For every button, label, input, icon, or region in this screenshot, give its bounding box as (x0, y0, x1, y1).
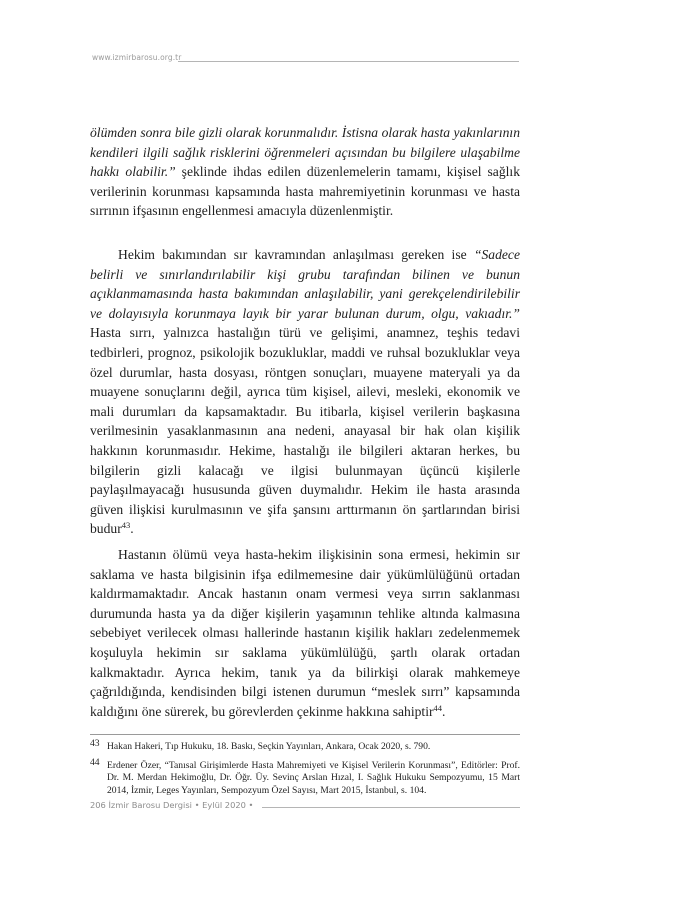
footnote-ref-44[interactable]: 44 (433, 702, 443, 713)
paragraph-2-quote: “Sadece belirli ve sınırlandırılabilir kişi grubu tarafından bilinen ve bunun açıklanmamasında hasta bakımından anlaşılabilir, yani gerekçelendirilebilir ve dolayısıyla korunmaya layık bir yarar bulunan durum, olgu, vakıadır.” (90, 247, 520, 321)
paragraph-1-quote: ölümden sonra bile gizli olarak korunmalıdır. İstisna olarak hasta yakınlarının kendileri ilgili sağlık risklerini öğrenmeleri açısından bu bilgilere ulaşabilme hakkı olabilir.” (90, 125, 520, 180)
footnote-ref-43[interactable]: 43 (121, 520, 131, 531)
paragraph-1 (90, 123, 520, 221)
paragraph-1-text: şeklinde ihdas edilen düzenlemelerin tamamı, kişisel sağlık verilerinin korunması kapsamında hasta mahremiyetinin korunması ve hasta sırrının ifşasının engellenmesi amacıyla düzenlenmiştir. (90, 164, 520, 219)
header-url: www.izmirbarosu.org.tr (92, 53, 182, 62)
footnote-separator (90, 734, 520, 735)
paragraph-2 (90, 245, 520, 539)
header-rule (178, 61, 519, 62)
paragraph-2-end: . (130, 521, 134, 537)
footnote-text: Erdener Özer, “Tanısal Girişimlerde Hasta Mahremiyeti ve Kişisel Verilerin Korunması”, Editörler: Prof. Dr. M. Merdan Hekimoğlu, Dr. Öğr. Üy. Sevinç Arslan Hızal, I. Sağlık Hukuku Sempozyumu, 15 Mart 2014, İzmir, Leges Yayınları, Sempozyum Özel Sayısı, Mart 2015, İstanbul, s. 104. (107, 760, 520, 796)
paragraph-3-end: . (442, 703, 446, 719)
footnote-text: Hakan Hakeri, Tıp Hukuku, 18. Baskı, Seçkin Yayınları, Ankara, Ocak 2020, s. 790. (107, 741, 431, 752)
paragraph-2-text: Hasta sırrı, yalnızca hastalığın türü ve gelişimi, anamnez, teşhis tedavi tedbirleri, prognoz, psikolojik bozukluklar, maddi ve ruhsal bozukluklar veya özel durumlar, hasta dosyası, röntgen sonuçları, muayene materyali ya da muayene sonuçlarını değil, ayrıca tüm kişisel, ailevi, mesleki, ekonomik ve mali durumları da kapsamaktadır. Bu itibarla, kişisel verilerin başkasına verilmesinin yasaklanmasının ana nedeni, anayasal bir hak olan kişilik hakkının korunmasıdır. Hekime, hastalığı ile bilgileri aktaran herkes, bu bilgilerin gizli kalacağı ve ilgisi bulunmayan üçüncü kişilerle paylaşılmayacağı hususunda güven duymalıdır. Hekim ile hasta arasında güven ilişkisi kurulmasının ve şifa şansını arttırmanın ön şartlarından birisi budur (90, 325, 520, 537)
paragraph-2-intro: Hekim bakımından sır kavramından anlaşılması gereken ise (118, 247, 474, 262)
paragraph-3-text: Hastanın ölümü veya hasta-hekim ilişkisinin sona ermesi, hekimin sır saklama ve hasta bilgisinin ifşa edilmemesine dair yükümlülüğünü ortadan kaldırmamaktadır. Ancak hastanın onam vermesi veya sırrın saklanması durumunda hasta ya da diğer kişilerin yaşamının tehlike altında kalmasına sebebiyet verilecek olması hallerinde hastanın kişilik hakları zedelenmemek koşuluyla hekimin sır saklama yükümlülüğü, şartlı olarak ortadan kalkmaktadır. Ayrıca hekim, tanık ya da bilirkişi olarak mahkemeye çağrıldığında, kendisinden bilgi istenen durumun “meslek sırrı” kapsamında kaldığını öne sürerek, bu görevlerden çekinme hakkına sahiptir (90, 547, 520, 719)
footnote-43: 43 Hakan Hakeri, Tıp Hukuku, 18. Baskı, Seçkin Yayınları, Ankara, Ocak 2020, s. 790. (90, 738, 431, 752)
footer-rule (262, 807, 520, 808)
footnote-44: 44 Erdener Özer, “Tanısal Girişimlerde Hasta Mahremiyeti ve Kişisel Verilerin Korunması”, Editörler: Prof. Dr. M. Merdan Hekimoğlu, Dr. Öğr. Üy. Sevinç Arslan Hızal, I. Sağlık Hukuku Sempozyumu, 15 Mart 2014, İzmir, Leges Yayınları, Sempozyum Özel Sayısı, Mart 2015, İstanbul, s. 104. (90, 757, 520, 796)
paragraph-3 (90, 545, 520, 721)
page-footer: 206 İzmir Barosu Dergisi • Eylül 2020 • (90, 800, 254, 810)
